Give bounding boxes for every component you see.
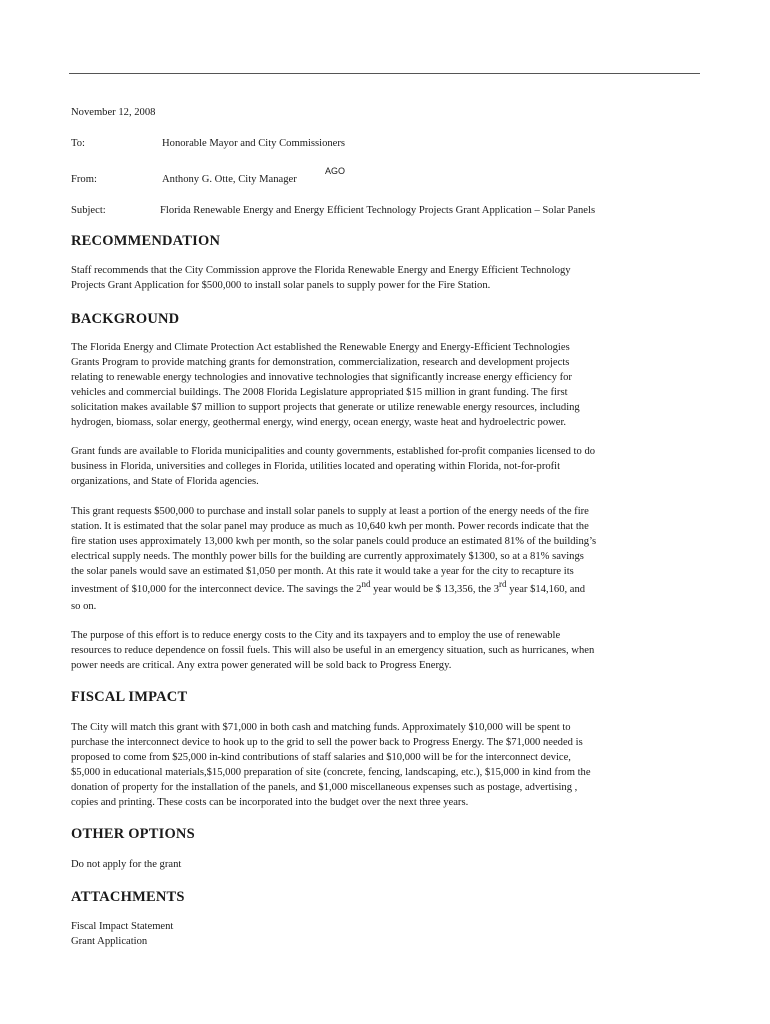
text-line: $5,000 in educational materials,$15,000 preparation of site (concrete, fencing, landscaping, etc.), $15,000 in kind from the <box>71 766 591 778</box>
text-line: copies and printing. These costs can be incorporated into the budget over the next three years. <box>71 796 469 808</box>
savings-text-b: year would be $ 13,356, the 3 <box>370 583 500 595</box>
to-value: Honorable Mayor and City Commissioners <box>162 138 346 149</box>
text-line: vehicles and commercial buildings. The 2008 Florida Legislature appropriated $15 million in grant funding. The first <box>71 386 568 398</box>
background-paragraph-4 <box>71 629 701 674</box>
from-label: From: <box>71 174 97 185</box>
text-line: resources to reduce dependence on fossil fuels. This will also be useful in an emergency situation, such as hurricanes, when <box>71 644 595 656</box>
savings-text-c: year $14,160, and <box>506 583 586 595</box>
ordinal-superscript: nd <box>361 578 371 589</box>
text-line: Grants Program to provide matching grants for demonstration, commercialization, research and development projects <box>71 356 570 368</box>
text-line: Grant funds are available to Florida municipalities and county governments, established for-profit companies licensed to do <box>71 446 596 457</box>
text-line: organizations, and State of Florida agencies. <box>71 475 259 487</box>
text-line: The Florida Energy and Climate Protection Act established the Renewable Energy and Energy-Efficient Technologies <box>71 342 570 353</box>
manager-initials: AGO <box>325 166 346 176</box>
text-line: power needs are critical. Any extra power generated will be sold back to Progress Energy. <box>71 659 452 671</box>
recommendation-heading: RECOMMENDATION <box>71 233 221 249</box>
attachment-item: Grant Application <box>71 935 148 947</box>
text-line: the solar panels would save an estimated $1,050 per month. At this rate it would take a year for the city to recapture its <box>71 565 574 577</box>
text-line: donation of property for the installation of the panels, and $1,000 miscellaneous expenses such as postage, advertising , <box>71 781 578 793</box>
other-options-text: Do not apply for the grant <box>71 859 182 870</box>
background-heading: BACKGROUND <box>71 311 180 327</box>
background-paragraph-1 <box>71 341 701 430</box>
fiscal-impact-heading: FISCAL IMPACT <box>71 689 188 705</box>
text-line: The City will match this grant with $71,000 in both cash and matching funds. Approximately $10,000 will be spent to <box>71 722 571 733</box>
text-line: proposed to come from $25,000 in-kind contributions of staff salaries and $10,000 will be for the interconnect device, <box>71 751 571 763</box>
text-line: Projects Grant Application for $500,000 to install solar panels to supply power for the Fire Station. <box>71 279 491 291</box>
attachments-list <box>71 920 701 950</box>
text-line: solicitation makes available $7 million to support projects that generate or utilize renewable energy resources, including <box>71 401 580 413</box>
memo-date: November 12, 2008 <box>71 107 156 118</box>
attachments-heading: ATTACHMENTS <box>71 889 185 905</box>
text-line: fire station uses approximately 13,000 kwh per month, so the solar panels could produce an estimated 81% of the building’s <box>71 535 597 547</box>
text-line: hydrogen, biomass, solar energy, geothermal energy, wind energy, ocean energy, waste heat and hydroelectric power. <box>71 416 567 428</box>
savings-text-a: investment of $10,000 for the interconnect device. The savings the 2 <box>71 583 362 595</box>
recommendation-paragraph <box>71 264 701 294</box>
text-line: This grant requests $500,000 to purchase and install solar panels to supply at least a portion of the energy needs of the fire <box>71 506 589 517</box>
text-line: Staff recommends that the City Commission approve the Florida Renewable Energy and Energy Efficient Technology <box>71 265 571 276</box>
fiscal-impact-paragraph <box>71 721 701 810</box>
background-paragraph-3 <box>71 505 701 614</box>
text-line: station. It is estimated that the solar panel may produce as much as 10,640 kwh per month. Power records indicate that the <box>71 520 589 532</box>
subject-value: Florida Renewable Energy and Energy Efficient Technology Projects Grant Application – Solar Panels <box>160 205 596 216</box>
text-line: purchase the interconnect device to hook up to the grid to sell the power back to Progress Energy. The $71,000 needed is <box>71 736 583 748</box>
attachment-item: Fiscal Impact Statement <box>71 921 174 932</box>
text-line: electrical supply needs. The monthly power bills for the building are currently approximately $1300, so at a 81% savings <box>71 550 584 562</box>
subject-label: Subject: <box>71 205 106 216</box>
top-rule <box>69 73 700 74</box>
ordinal-superscript: rd <box>499 578 507 589</box>
text-line: The purpose of this effort is to reduce energy costs to the City and its taxpayers and to employ the use of renewable <box>71 630 561 641</box>
text-line: relating to renewable energy technologies and innovative technologies that significantly increase energy efficiency for <box>71 371 572 383</box>
from-value: Anthony G. Otte, City Manager <box>162 174 297 185</box>
background-paragraph-2 <box>71 445 701 490</box>
other-options-heading: OTHER OPTIONS <box>71 826 195 842</box>
to-label: To: <box>71 138 85 149</box>
text-line: business in Florida, universities and colleges in Florida, utilities located and operating within Florida, not-for-profit <box>71 460 561 472</box>
text-line: so on. <box>71 600 97 612</box>
text-line-with-superscripts <box>71 580 701 600</box>
